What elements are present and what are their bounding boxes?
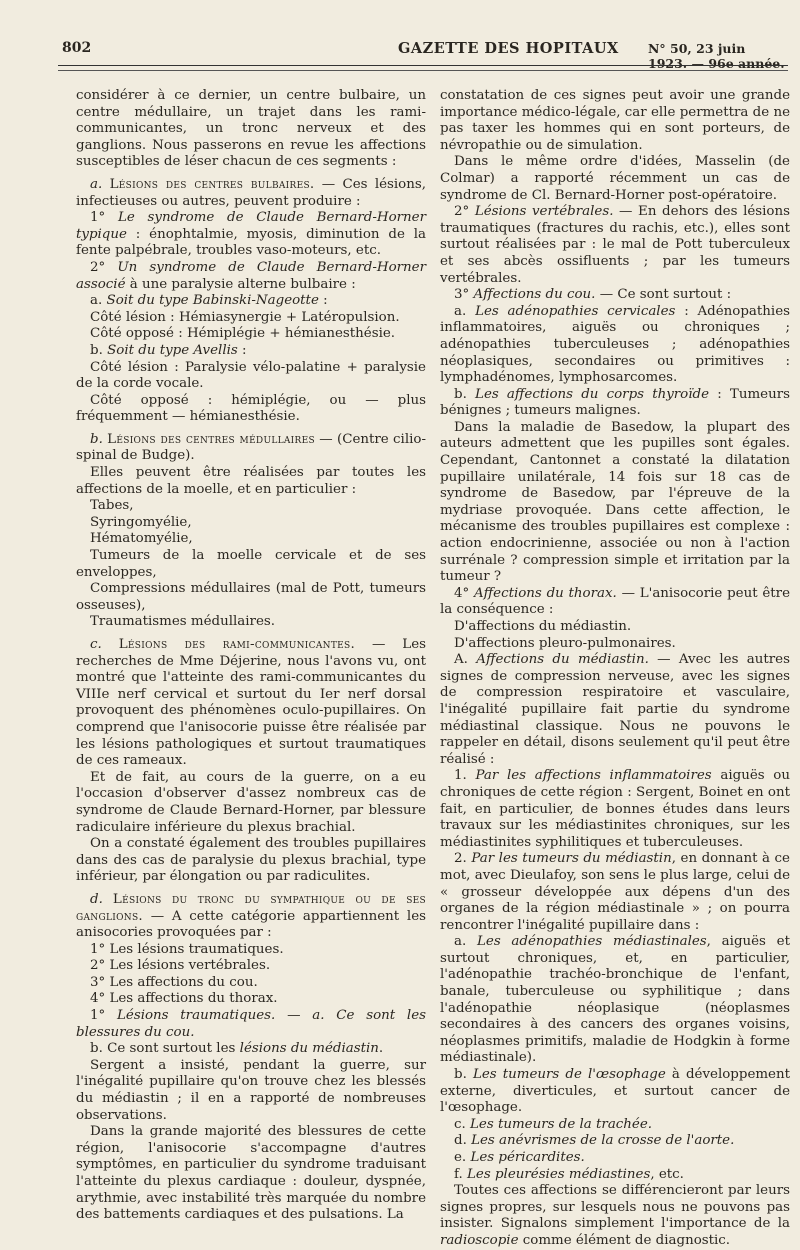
section-heading: Lésions des rami-communicantes. bbox=[118, 637, 356, 652]
paragraph-text: Compressions médullaires (mal de Pott, tumeurs osseuses), bbox=[76, 581, 426, 613]
paragraph bbox=[76, 293, 426, 310]
page-number: 802 bbox=[62, 40, 92, 56]
paragraph bbox=[76, 498, 426, 515]
paragraph-text: D'affections du médiastin. bbox=[454, 619, 632, 634]
item-label: 2° bbox=[90, 259, 106, 275]
paragraph-text: considérer à ce dernier, un centre bulbaire, un centre médullaire, un trajet dans les rami-communicantes, un tronc nerveux et des ganglions. Nous passerons en revue les affections susceptibles de léser chacun de ces segments : bbox=[76, 88, 426, 170]
section-heading: Lésions du tronc du sympathique ou de ses ganglions. bbox=[76, 891, 426, 924]
paragraph bbox=[76, 1008, 426, 1041]
paragraph bbox=[440, 1167, 790, 1184]
paragraph bbox=[76, 326, 426, 343]
paragraph-text: Côté opposé : Hémiplégie + hémianesthésie. bbox=[90, 326, 396, 342]
paragraph-text: 3° Les affections du cou. bbox=[90, 974, 258, 990]
paragraph-text: : énophtalmie, myosis, diminution de la fente palpébrale, troubles vaso-moteurs, etc. bbox=[76, 226, 426, 259]
paragraph-text: aiguës ou chroniques de cette région : Sergent, Boinet en ont fait, en particulier, de bonnes études dans leurs travaux sur les médiastinites chroniques, sur les médiastinites syphilitiques et tuberculeuses. bbox=[440, 768, 790, 850]
item-label: 3° bbox=[454, 287, 470, 303]
paragraph bbox=[76, 88, 426, 171]
paragraph bbox=[76, 432, 426, 465]
item-label: 1. bbox=[454, 768, 467, 784]
paragraph-text: Tumeurs de la moelle cervicale et de ses enveloppes, bbox=[76, 548, 426, 580]
paragraph bbox=[440, 619, 790, 636]
paragraph bbox=[76, 260, 426, 293]
item-heading: Les tumeurs de la trachée. bbox=[470, 1116, 653, 1132]
paragraph bbox=[76, 770, 426, 836]
paragraph bbox=[440, 586, 790, 619]
section-label: b. bbox=[90, 431, 103, 447]
paragraph bbox=[76, 991, 426, 1008]
paragraph-text: Côté lésion : Paralysie vélo-palatine + paralysie de la corde vocale. bbox=[76, 359, 426, 392]
paragraph bbox=[76, 465, 426, 498]
item-heading: Par les affections inflammatoires bbox=[475, 768, 712, 784]
paragraph bbox=[76, 614, 426, 631]
page-header bbox=[58, 36, 786, 71]
paragraph-text: On a constaté également des troubles pupillaires dans des cas de paralysie du plexus brachial, type inférieur, par élongation ou par radiculites. bbox=[76, 836, 426, 885]
paragraph-text: b. Ce sont surtout les bbox=[90, 1041, 240, 1057]
item-heading: Les anévrismes de la crosse de l'aorte. bbox=[471, 1133, 735, 1149]
paragraph bbox=[76, 393, 426, 426]
item-heading: Les pleurésies médiastines bbox=[467, 1166, 651, 1182]
paragraph bbox=[76, 892, 426, 942]
item-heading: Les tumeurs de l'œsophage bbox=[472, 1067, 666, 1083]
item-label: a. bbox=[454, 303, 467, 319]
item-label: A. bbox=[454, 652, 468, 668]
paragraph-text: 4° Les affections du thorax. bbox=[90, 991, 278, 1007]
paragraph bbox=[440, 387, 790, 420]
item-heading: Par les tumeurs du médiastin bbox=[471, 851, 672, 867]
paragraph bbox=[440, 420, 790, 586]
section-label: d. bbox=[90, 891, 103, 907]
paragraph-text: Dans la maladie de Basedow, la plupart des auteurs admettent que les pupilles sont égales. Cependant, Cantonnet a constaté la dilatation pupillaire unilatérale, 14 fois sur 18 cas de syndrome de Basedow, par l'épreuve de la mydriase provoquée. Dans cette affection, le mécanisme des troubles pupillaires est complexe : action endocrinienne, associée ou non à l'action surrénale ? compression simple et irritation par la tumeur ? bbox=[440, 419, 790, 585]
paragraph-text: Sergent a insisté, pendant la guerre, sur l'inégalité pupillaire qu'on trouve chez les blessés du médiastin ; il en a rapporté de nombreuses observations. bbox=[76, 1057, 426, 1123]
paragraph bbox=[76, 958, 426, 975]
paragraph-text: Syringomyélie, bbox=[90, 514, 192, 530]
paragraph-text: Hématomyélie, bbox=[90, 531, 193, 547]
header-rule bbox=[58, 65, 788, 66]
paragraph bbox=[440, 304, 790, 387]
paragraph-text: — Ce sont surtout : bbox=[595, 287, 732, 303]
section-heading: Lésions des centres médullaires bbox=[107, 431, 315, 447]
paragraph bbox=[440, 1117, 790, 1134]
item-label: a. bbox=[90, 293, 103, 309]
issue-info: N° 50, 23 juin 1923. — 96e année. bbox=[648, 41, 785, 71]
item-heading: Le syndrome de Claude Bernard-Horner typique bbox=[76, 210, 426, 242]
paragraph bbox=[76, 942, 426, 959]
paragraph-text: constatation de ces signes peut avoir une grande importance médico-légale, car elle permettra de ne pas taxer les hommes qui en sont porteurs, de névropathie ou de simulation. bbox=[440, 88, 790, 153]
item-label: e. bbox=[454, 1150, 467, 1165]
item-label: 1° bbox=[90, 210, 106, 226]
item-heading: Un syndrome de Claude Bernard-Horner associé bbox=[76, 259, 426, 292]
paragraph bbox=[76, 836, 426, 886]
paragraph bbox=[76, 343, 426, 360]
paragraph-text: — Les recherches de Mme Déjerine, nous l'avons vu, ont montré que l'atteinte des rami-communicantes du VIIIe nerf cervical et surtout du Ier nerf dorsal provoquent des phénomènes oculo-pupillaires. On comprend que l'anisocorie puisse être réalisée par les lésions pathologiques et surtout traumatiques de ces rameaux. bbox=[76, 637, 426, 769]
paragraph-text: . bbox=[378, 1041, 384, 1057]
item-heading: Affections du médiastin. bbox=[476, 652, 649, 668]
item-label: a. bbox=[454, 934, 467, 950]
item-heading: Les péricardites. bbox=[470, 1150, 585, 1165]
paragraph-text: — Ces lésions, infectieuses ou autres, peuvent produire : bbox=[76, 176, 426, 209]
paragraph-text: — (Centre cilio-spinal de Budge). bbox=[76, 431, 426, 464]
paragraph-text: à développement externe, diverticules, et surtout cancer de l'œsophage. bbox=[440, 1067, 790, 1116]
paragraph-text: — Avec les autres signes de compression nerveuse, avec les signes de compression respiratoire et vasculaire, l'inégalité pupillaire fait partie du syndrome médiastinal classique. Nous ne pouvons le rappeler en détail, disons seulement qu'il peut être réalisé : bbox=[440, 652, 790, 767]
paragraph bbox=[76, 360, 426, 393]
paragraph bbox=[440, 768, 790, 851]
paragraph bbox=[76, 637, 426, 770]
paragraph bbox=[440, 652, 790, 768]
paragraph bbox=[440, 934, 790, 1067]
item-heading: Affections du thorax. bbox=[474, 585, 617, 601]
paragraph-text: 1° Les lésions traumatiques. bbox=[90, 941, 284, 957]
journal-title: GAZETTE DES HOPITAUX bbox=[398, 40, 619, 57]
paragraph-text: Traumatismes médullaires. bbox=[90, 614, 276, 630]
section-label: c. bbox=[90, 637, 102, 652]
paragraph bbox=[440, 1067, 790, 1117]
paragraph bbox=[76, 975, 426, 992]
paragraph bbox=[76, 1124, 426, 1224]
paragraph-text: comme élément de diagnostic. bbox=[518, 1232, 731, 1248]
paragraph-text: Toutes ces affections se différencieront par leurs signes propres, sur lesquels nous ne pouvons pas insister. Signalons simplement l'importance de la bbox=[440, 1183, 790, 1232]
emphasis-text: a. Ce sont les blessures du cou. bbox=[76, 1008, 427, 1040]
item-label: f. bbox=[454, 1166, 463, 1182]
paragraph bbox=[440, 1150, 790, 1167]
item-label: c. bbox=[454, 1116, 466, 1132]
paragraph-text: Côté opposé : hémiplégie, ou — plus fréquemment — hémianesthésie. bbox=[76, 392, 426, 425]
paragraph-text: — A cette catégorie appartiennent les anisocories provoquées par : bbox=[76, 908, 426, 941]
paragraph bbox=[440, 636, 790, 653]
header-rule-secondary bbox=[58, 70, 788, 71]
paragraph-text: : Tumeurs bénignes ; tumeurs malignes. bbox=[440, 386, 790, 419]
item-label: 2. bbox=[454, 851, 467, 867]
item-heading: Les adénopathies médiastinales bbox=[477, 934, 707, 950]
paragraph bbox=[440, 851, 790, 934]
paragraph-text: , en donnant à ce mot, avec Dieulafoy, son sens le plus large, celui de « grosseur développée aux dépens d'un des organes de la région médiastinale » ; on pourra rencontrer l'inégalité pupillaire dans : bbox=[440, 851, 790, 933]
right-column bbox=[440, 88, 790, 1250]
paragraph bbox=[440, 88, 790, 154]
paragraph-text: , etc. bbox=[650, 1166, 684, 1182]
paragraph-text: : bbox=[318, 293, 328, 309]
paragraph bbox=[440, 1133, 790, 1150]
paragraph bbox=[76, 177, 426, 210]
item-label: b. bbox=[90, 342, 103, 358]
paragraph-text: — L'anisocorie peut être la conséquence : bbox=[440, 585, 790, 618]
paragraph-text: , aiguës et surtout chroniques, et, en particulier, l'adénopathie trachéo-bronchique de l'enfant, banale, tuberculeuse ou syphilitique ; dans l'adénopathie néoplasique (néoplasmes secondaires à des cancers des organes voisins, néoplasmes primitifs, maladie de Hodgkin à forme médiastinale). bbox=[440, 934, 790, 1066]
item-label: 4° bbox=[454, 585, 470, 601]
paragraph bbox=[440, 154, 790, 204]
paragraph bbox=[440, 204, 790, 287]
item-label: 1° bbox=[90, 1008, 106, 1024]
paragraph bbox=[76, 531, 426, 548]
paragraph bbox=[440, 287, 790, 304]
paragraph-text: — bbox=[275, 1008, 313, 1024]
item-label: 2° bbox=[454, 204, 470, 220]
item-heading: Soit du type Babinski-Nageotte bbox=[106, 293, 319, 309]
paragraph-text: Et de fait, au cours de la guerre, on a eu l'occasion d'observer d'assez nombreux cas de syndrome de Claude Bernard-Horner, par blessure radiculaire inférieure du plexus brachial. bbox=[76, 769, 426, 835]
item-heading: Lésions traumatiques. bbox=[117, 1008, 276, 1024]
paragraph bbox=[76, 1041, 426, 1058]
paragraph-text: 2° Les lésions vertébrales. bbox=[90, 958, 271, 974]
paragraph bbox=[76, 1058, 426, 1124]
paragraph-text: à une paralysie alterne bulbaire : bbox=[125, 276, 356, 292]
paragraph bbox=[76, 310, 426, 327]
paragraph bbox=[76, 210, 426, 260]
paragraph-text: Dans le même ordre d'idées, Masselin (de Colmar) a rapporté récemment un cas de syndrome de Cl. Bernard-Horner post-opératoire. bbox=[440, 154, 790, 203]
paragraph-text: : bbox=[237, 342, 247, 358]
paragraph-text: Tabes, bbox=[90, 498, 134, 514]
paragraph bbox=[76, 581, 426, 614]
paragraph-text: D'affections pleuro-pulmonaires. bbox=[454, 635, 676, 651]
paragraph-text: : Adénopathies inflammatoires, aiguës ou chroniques ; adénopathies tuberculeuses ; adénopathies néoplasiques, secondaires ou primitives : lymphadénomes, lymphosarcomes. bbox=[440, 303, 790, 386]
paragraph bbox=[440, 1183, 790, 1249]
paragraph-text: Elles peuvent être réalisées par toutes les affections de la moelle, et en particulier : bbox=[76, 465, 426, 497]
left-column bbox=[76, 88, 426, 1224]
item-heading: Les affections du corps thyroïde bbox=[475, 386, 710, 402]
paragraph-text: Côté lésion : Hémiasynergie + Latéropulsion. bbox=[90, 309, 400, 325]
section-label: a. bbox=[90, 176, 103, 192]
emphasis-text: radioscopie bbox=[440, 1232, 519, 1248]
item-heading: Affections du cou. bbox=[473, 287, 596, 303]
paragraph-text: Dans la grande majorité des blessures de cette région, l'anisocorie s'accompagne d'autres symptômes, en particulier du syndrome traduisant l'atteinte du plexus cardiaque : douleur, dyspnée, arythmie, avec instabilité très marquée du nombre des battements cardiaques et des pulsations. La bbox=[76, 1124, 426, 1223]
item-heading: Soit du type Avellis bbox=[107, 342, 238, 358]
paragraph-text: — En dehors des lésions traumatiques (fractures du rachis, etc.), elles sont surtout réalisées par : le mal de Pott tuberculeux et ses abcès ossifluents ; par les tumeurs vertébrales. bbox=[440, 204, 790, 286]
item-label: b. bbox=[454, 1067, 467, 1083]
emphasis-text: lésions du médiastin bbox=[239, 1041, 379, 1057]
item-heading: Les adénopathies cervicales bbox=[475, 303, 676, 319]
section-heading: Lésions des centres bulbaires. bbox=[109, 176, 315, 192]
item-label: b. bbox=[454, 386, 467, 402]
paragraph bbox=[76, 515, 426, 532]
paragraph bbox=[76, 548, 426, 581]
item-heading: Lésions vertébrales. bbox=[474, 204, 614, 220]
item-label: d. bbox=[454, 1133, 467, 1149]
